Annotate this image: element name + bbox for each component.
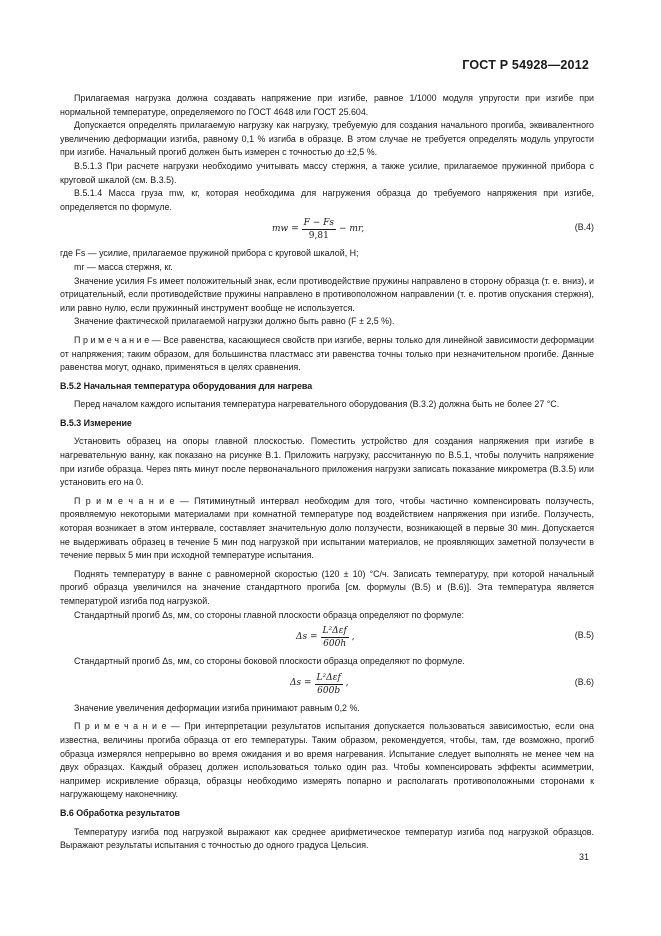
paragraph: Поднять температуру в ванне с равномерной скоростью (120 ± 10) °С/ч. Записать температуру, при которой начальный прогиб образца увеличился на значение стандартного прогиба [см. формулы (В.5) и (В.6)]. Эта температура является температурой изгиба под нагрузкой. xyxy=(60,568,594,606)
paragraph: Допускается определять прилагаемую нагрузку как нагрузку, требуемую для создания начального прогиба, эквивалентного увеличению деформации изгиба, равному 0,1 % изгиба в образце. В этом случае не требуется определять модуль упругости при изгибе. Начальный прогиб должен быть измерен с точностью до ±2,5 %. xyxy=(60,120,594,158)
equation-numerator: L²Δεf xyxy=(322,626,347,637)
equation-label: (В.6) xyxy=(574,676,594,687)
equation-fraction xyxy=(315,672,343,697)
equation-numerator: F − Fs xyxy=(303,218,335,229)
section-heading-b53: В.5.3 Измерение xyxy=(60,417,132,428)
page-number: 31 xyxy=(578,852,589,862)
document-id-header: ГОСТ Р 54928—2012 xyxy=(462,58,589,72)
note: П р и м е ч а н и е — При интерпретации результатов испытания допускается пользоваться зависимостью, если она известна, величины прогиба образца от его температуры. Таким образом, рекомендуется, чтобы, там, где возможно, прогиб образца измерялся непрерывно во время ожидания и во время нагревания. Испытание следует выполнять не менее чем на двух образцах. Каждый образец должен использоваться только один раз. Чтобы компенсировать эффекты асимметрии, например искривление образца, образцы необходимо измерять попарно и располагать противоположными сторонами к нагружающему наконечнику. xyxy=(60,721,594,800)
equation-numerator: L²Δεf xyxy=(316,672,341,683)
equation-label: (В.5) xyxy=(574,630,594,641)
paragraph: Прилагаемая нагрузка должна создавать напряжение при изгибе, равное 1/1000 модуля упругости при изгибе при нормальной температуре, определяемого по ГОСТ 4648 или ГОСТ 25.604. xyxy=(60,93,594,117)
equation-b6 xyxy=(60,671,594,699)
equation-b4 xyxy=(60,216,594,244)
paragraph: Установить образец на опоры главной плоскостью. Поместить устройство для создания напряжения при изгибе в нагревательную ванну, как показано на рисунке В.1. Приложить нагрузку, рассчитанную по В.5.1, чтобы получить напряжение при изгибе образца. Через пять минут после первоначального приложения нагрузки записать показание микрометра (В.3.5) или установить его на 0. xyxy=(60,436,594,488)
equation-denominator: 600b xyxy=(317,685,341,696)
equation-lhs: Δs = xyxy=(290,678,312,689)
note: П р и м е ч а н и е — Пятиминутный интервал необходим для того, чтобы частично компенсировать ползучесть, проявляемую некоторыми материалами при комнатной температуре под воздействием напряжения при изгибе. Ползучесть, которая возникает в этом интервале, составляет значительную долю ползучести, возникающей в первые 30 мин. Допускается не выдерживать образец в течение 5 мин под нагрузкой при испытании материалов, не проявляющих заметной ползучести в течение первых 5 мин при исходной температуре испытания. xyxy=(60,495,594,561)
paragraph: Перед началом каждого испытания температура нагревательного оборудования (В.3.2) должна быть не более 27 °С. xyxy=(74,399,560,410)
section-heading-b6: В.6 Обработка результатов xyxy=(60,807,180,818)
definition-line: mr — масса стержня, кг. xyxy=(74,261,173,272)
definition-line: где Fs — усилие, прилагаемое пружиной прибора с круговой шкалой, Н; xyxy=(60,248,359,259)
equation-lhs: Δs = xyxy=(296,631,318,642)
equation-tail: , xyxy=(351,631,355,642)
equation-fraction xyxy=(321,625,349,650)
equation-lhs: mw = xyxy=(272,224,299,235)
section-heading-b52: В.5.2 Начальная температура оборудования для нагрева xyxy=(60,380,313,391)
paragraph: Значение фактической прилагаемой нагрузки должно быть равно (F ± 2,5 %). xyxy=(74,316,395,327)
paragraph-b513: В.5.1.3 При расчете нагрузки необходимо учитывать массу стержня, а также усилие, прилагаемое пружинной прибора с круговой шкалой (см. В.3.5). xyxy=(60,160,594,185)
note: П р и м е ч а н и е — Все равенства, касающиеся свойств при изгибе, верны только для линейной зависимости деформации от напряжения; таким образом, для большинства пластмасс эти равенства точны только при незначительном прогибе. Данные равенства могут, однако, применяться в целях сравнения. xyxy=(60,334,594,373)
equation-denominator: 600h xyxy=(323,639,347,650)
equation-label: (В.4) xyxy=(574,222,594,233)
paragraph: Стандартный прогиб Δs, мм, со стороны главной плоскости образца определяют по формуле: xyxy=(74,609,464,620)
paragraph-b514: В.5.1.4 Масса груза mw, кг, которая необходима для нагружения образца до требуемого напряжения при изгибе, определяется по формуле. xyxy=(60,188,594,212)
equation-tail: − mr, xyxy=(339,224,365,235)
page-content xyxy=(60,92,594,853)
equation-b5 xyxy=(60,624,594,652)
paragraph: Стандартный прогиб Δs, мм, со стороны боковой плоскости образца определяют по формуле. xyxy=(74,656,465,667)
equation-tail: , xyxy=(345,678,349,689)
paragraph: Температуру изгиба под нагрузкой выражают как среднее арифметическое температур изгиба под нагрузкой образцов. Выражают результаты испытания с точностью до одного градуса Цельсия. xyxy=(60,826,594,851)
paragraph: Значение увеличения деформации изгиба принимают равным 0,2 %. xyxy=(74,702,360,713)
paragraph: Значение усилия Fs имеет положительный знак, если противодействие пружины направлено в сторону образца (т. е. вниз), и отрицательный, если противодействие пружины направлено в противоположном направлении (т. е. против опускания стержня), или равно нулю, если пружинный инструмент вообще не используется. xyxy=(60,275,594,313)
equation-fraction xyxy=(302,217,336,242)
equation-denominator: 9,81 xyxy=(308,231,329,242)
